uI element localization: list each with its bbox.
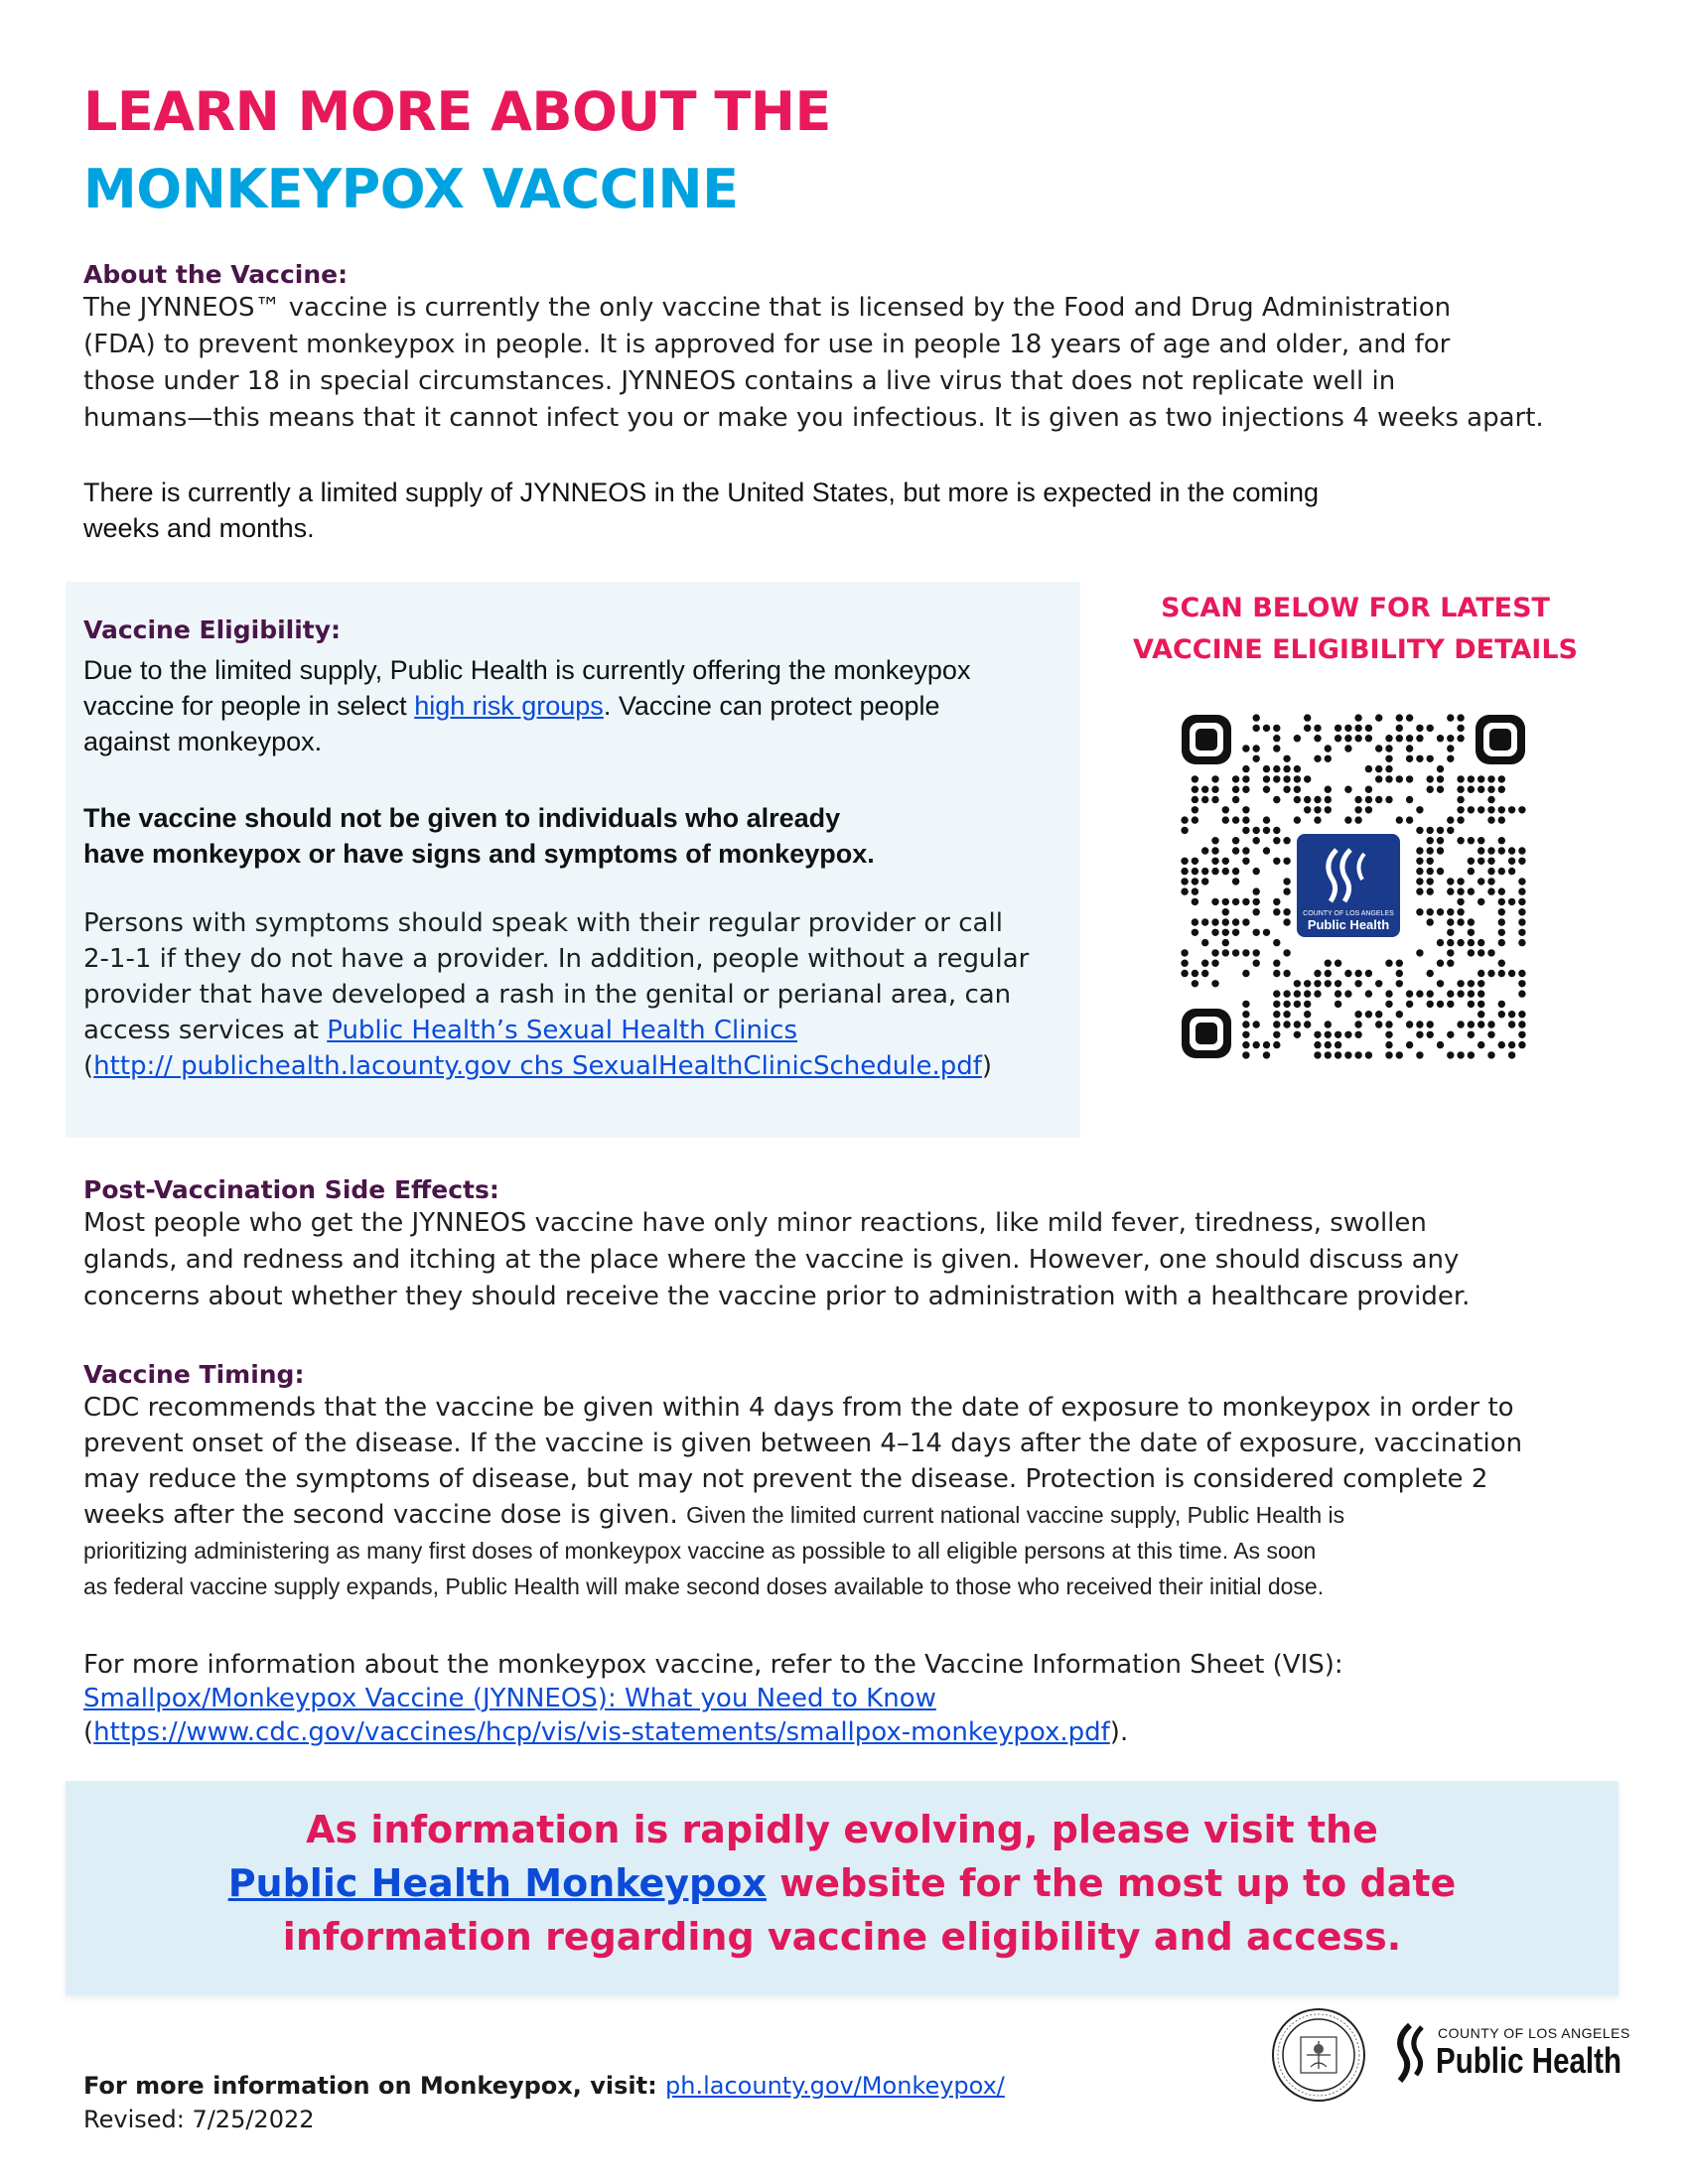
logo-county-text: COUNTY OF LOS ANGELES (1438, 2025, 1630, 2041)
supply-line: weeks and months. (83, 513, 315, 543)
supply-notice (83, 475, 1632, 546)
side-effects-line: glands, and redness and itching at the place where the vaccine is given. However, one should discuss any (83, 1245, 1460, 1275)
scan-line: VACCINE ELIGIBILITY DETAILS (1133, 634, 1578, 665)
cta-line: Public Health Monkeypox website for the most up to date (227, 1861, 1457, 1905)
monkeypox-website-link[interactable]: Public Health Monkeypox (227, 1861, 767, 1905)
eligibility-line: against monkeypox. (83, 727, 323, 756)
side-effects-paragraph (83, 1205, 1632, 1315)
about-line: humans—this means that it cannot infect you or make you infectious. It is given as two injections 4 weeks apart. (83, 403, 1544, 433)
about-line: The JYNNEOS™ vaccine is currently the only vaccine that is licensed by the Food and Drug Administration (83, 293, 1452, 323)
vis-url-link[interactable]: https://www.cdc.gov/vaccines/hcp/vis/vis-statements/smallpox-monkeypox.pdf (93, 1717, 1110, 1747)
side-effects-heading: Post-Vaccination Side Effects: (83, 1175, 499, 1204)
eligibility-warning (83, 800, 1076, 872)
about-line: those under 18 in special circumstances. JYNNEOS contains a live virus that does not replicate well in (83, 366, 1396, 396)
side-effects-line: Most people who get the JYNNEOS vaccine have only minor reactions, like mild fever, tiredness, swollen (83, 1208, 1427, 1238)
cta-text (66, 1803, 1618, 1964)
symptoms-paragraph (83, 905, 1076, 1084)
side-effects-line: concerns about whether they should receive the vaccine prior to administration with a healthcare provider. (83, 1282, 1471, 1311)
eligibility-text (83, 652, 1076, 759)
footer (83, 2069, 1005, 2136)
footer-monkeypox-link[interactable]: ph.lacounty.gov/Monkeypox/ (665, 2072, 1005, 2100)
vis-line (83, 1682, 1632, 1715)
high-risk-groups-link[interactable]: high risk groups (414, 691, 604, 721)
scan-line: SCAN BELOW FOR LATEST (1161, 593, 1550, 623)
scan-callout (1097, 588, 1614, 671)
warning-line: have monkeypox or have signs and symptoms of monkeypox. (83, 839, 875, 869)
about-heading: About the Vaccine: (83, 260, 349, 289)
supply-line: There is currently a limited supply of JYNNEOS in the United States, but more is expected in the coming (83, 478, 1320, 507)
page-title-line1: LEARN MORE ABOUT THE (83, 80, 831, 143)
cta-line: As information is rapidly evolving, please visit the (306, 1808, 1378, 1851)
footer-info: For more information on Monkeypox, visit: ph.lacounty.gov/Monkeypox/ (83, 2072, 1005, 2100)
symptom-line: (http:// publichealth.lacounty.gov chs SexualHealthClinicSchedule.pdf) (83, 1051, 993, 1081)
timing-line: weeks after the second vaccine dose is given. Given the limited current national vaccine supply, Public Health is (83, 1500, 1345, 1530)
vis-sheet-link[interactable]: Smallpox/Monkeypox Vaccine (JYNNEOS): What you Need to Know (83, 1684, 936, 1713)
timing-heading: Vaccine Timing: (83, 1360, 305, 1389)
qr-logo-county: COUNTY OF LOS ANGELES (1303, 910, 1394, 917)
timing-line: prioritizing administering as many first doses of monkeypox vaccine as possible to all eligible persons at this time. As soon (83, 1538, 1317, 1564)
county-seal-icon (1271, 2007, 1366, 2103)
clinic-schedule-url-link[interactable]: http:// publichealth.lacounty.gov chs SexualHealthClinicSchedule.pdf (93, 1051, 982, 1081)
timing-line: may reduce the symptoms of disease, but may not prevent the disease. Protection is considered complete 2 (83, 1464, 1488, 1494)
vis-line: (https://www.cdc.gov/vaccines/hcp/vis/vis-statements/smallpox-monkeypox.pdf). (83, 1717, 1129, 1747)
public-health-mark-icon (1388, 2021, 1432, 2083)
sexual-health-clinics-link[interactable]: Public Health’s Sexual Health Clinics (327, 1016, 797, 1045)
about-paragraph (83, 290, 1632, 437)
revised-date: Revised: 7/25/2022 (83, 2106, 315, 2133)
symptom-line: 2-1-1 if they do not have a provider. In addition, people without a regular (83, 944, 1030, 974)
vis-paragraph (83, 1648, 1632, 1749)
qr-code[interactable] (1180, 713, 1527, 1060)
cta-line: information regarding vaccine eligibility and access. (282, 1915, 1402, 1959)
timing-paragraph (83, 1390, 1642, 1604)
symptom-line: access services at Public Health’s Sexual Health Clinics (83, 1016, 797, 1045)
logo-name-text: Public Health (1436, 2040, 1621, 2081)
symptom-line: provider that have developed a rash in the genital or perianal area, can (83, 980, 1012, 1010)
qr-logo-name: Public Health (1307, 917, 1390, 932)
about-line: (FDA) to prevent monkeypox in people. It is approved for use in people 18 years of age and older, and for (83, 330, 1451, 359)
eligibility-line: vaccine for people in select high risk groups. Vaccine can protect people (83, 691, 940, 721)
eligibility-heading: Vaccine Eligibility: (83, 615, 342, 644)
timing-line: as federal vaccine supply expands, Public Health will make second doses available to those who received their initial dose. (83, 1573, 1325, 1599)
eligibility-line: Due to the limited supply, Public Health is currently offering the monkeypox (83, 655, 971, 685)
warning-line: The vaccine should not be given to individuals who already (83, 803, 841, 833)
timing-line: prevent onset of the disease. If the vaccine is given between 4–14 days after the date of exposure, vaccination (83, 1429, 1523, 1458)
symptom-line: Persons with symptoms should speak with their regular provider or call (83, 908, 1003, 938)
vis-line: For more information about the monkeypox vaccine, refer to the Vaccine Information Sheet (VIS): (83, 1650, 1343, 1680)
page-title-line2: MONKEYPOX VACCINE (83, 158, 739, 220)
timing-line: CDC recommends that the vaccine be given within 4 days from the date of exposure to monkeypox in order to (83, 1393, 1514, 1423)
